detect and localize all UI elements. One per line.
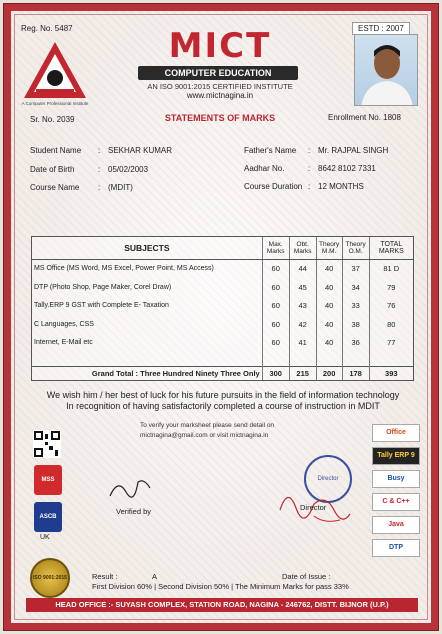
ms-office-logo: Office xyxy=(372,424,420,442)
date-of-issue-label: Date of Issue : xyxy=(282,572,331,581)
grand-total-tmm: 200 xyxy=(316,366,342,380)
c-cpp-logo: C & C++ xyxy=(372,493,420,511)
header-max-marks: Max. Marks xyxy=(262,237,289,259)
logo-caption: A Computer Professional Institute xyxy=(21,101,89,106)
colon: : xyxy=(308,146,311,155)
wish-line-1: We wish him / her best of luck for his future pursuits in the field of information technology xyxy=(46,390,400,400)
mss-badge: MSS xyxy=(34,465,62,495)
institute-subtitle: COMPUTER EDUCATION xyxy=(138,66,298,80)
tmm-cell: 40 xyxy=(316,334,342,352)
colon: : xyxy=(308,164,311,173)
total-cell: 80 xyxy=(369,315,413,333)
table-row xyxy=(32,297,413,315)
colon: : xyxy=(308,182,311,191)
dtp-logo: DTP xyxy=(372,539,420,557)
obt-cell: 42 xyxy=(289,315,316,333)
result-label: Result : xyxy=(92,572,118,581)
website: www.mictnagina.in xyxy=(186,91,254,100)
tmm-cell: 40 xyxy=(316,259,342,278)
colon: : xyxy=(98,165,101,174)
duration-value: 12 MONTHS xyxy=(318,182,364,191)
total-cell: 76 xyxy=(369,297,413,315)
table-row xyxy=(32,334,413,352)
verified-by-label: Verified by xyxy=(116,507,152,516)
verifier-signature xyxy=(108,474,152,502)
total-cell: 81 D xyxy=(369,259,413,278)
header-obt-marks: Obt. Marks xyxy=(289,237,316,259)
total-cell: 77 xyxy=(369,334,413,352)
student-name-label: Student Name xyxy=(30,146,82,155)
colon: : xyxy=(98,146,101,155)
grand-total-max: 300 xyxy=(262,366,289,380)
wish-text xyxy=(30,390,416,412)
subject-cell: C Languages, CSS xyxy=(34,320,94,328)
busy-logo: Busy xyxy=(372,470,420,488)
ascb-badge: ASCB xyxy=(34,502,62,532)
header-theory-om: Theory O.M. xyxy=(342,237,369,259)
obt-cell: 44 xyxy=(289,259,316,278)
father-label: Father's Name xyxy=(244,146,297,155)
result-value: A xyxy=(152,572,158,581)
dob-value: 05/02/2003 xyxy=(108,165,149,174)
duration-label: Course Duration xyxy=(244,182,303,191)
iso-certification: AN ISO 9001:2015 CERTIFIED INSTITUTE xyxy=(147,82,293,91)
father-value: Mr. RAJPAL SINGH xyxy=(318,146,389,155)
enrollment-number: Enrollment No. 1808 xyxy=(328,113,401,122)
iso-gold-seal: ISO 9001:2015 xyxy=(30,558,70,598)
grand-total-label: Grand Total : Three Hundred Ninety Three Only xyxy=(32,366,262,380)
verify-line-1: To verify your marksheet please send detail on xyxy=(140,422,275,429)
software-logos xyxy=(372,424,422,562)
dob-label: Date of Birth xyxy=(30,165,75,174)
grand-total-row xyxy=(32,366,413,380)
table-row xyxy=(32,278,413,296)
wish-line-2: In recognition of having satisfactorily completed a course of instruction in MDIT xyxy=(66,401,380,411)
max-cell: 60 xyxy=(262,259,289,278)
serial-number: Sr. No. 2039 xyxy=(30,115,75,124)
tom-cell: 33 xyxy=(342,297,369,315)
obt-cell: 43 xyxy=(289,297,316,315)
subject-cell: DTP (Photo Shop, Page Maker, Corel Draw) xyxy=(34,284,172,292)
max-cell: 60 xyxy=(262,297,289,315)
registration-number: Reg. No. 5487 xyxy=(21,24,73,33)
head-office-footer: HEAD OFFICE :- SUYASH COMPLEX, STATION ROAD, NAGINA - 246762, DISTT. BIJNOR (U.P.) xyxy=(26,598,418,612)
tom-cell: 34 xyxy=(342,278,369,296)
header-total-marks: TOTAL MARKS xyxy=(369,237,413,259)
verify-text xyxy=(140,421,320,441)
division-info: First Division 60% | Second Division 50% | The Minimum Marks for pass 33% xyxy=(92,582,349,591)
director-seal: Director xyxy=(304,455,352,503)
institute-title: MICT xyxy=(168,26,272,66)
uk-label: UK xyxy=(40,534,50,541)
tom-cell: 38 xyxy=(342,315,369,333)
header-subjects: SUBJECTS xyxy=(32,237,262,259)
obt-cell: 45 xyxy=(289,278,316,296)
marks-table xyxy=(31,236,414,381)
header-theory-mm: Theory M.M. xyxy=(316,237,342,259)
established-year: ESTD : 2007 xyxy=(352,22,410,35)
max-cell: 60 xyxy=(262,334,289,352)
subject-cell: MS Office (MS Word, MS Excel, Power Point, MS Access) xyxy=(34,265,214,273)
max-cell: 60 xyxy=(262,315,289,333)
student-photo xyxy=(354,34,418,106)
table-row xyxy=(32,259,413,278)
subject-cell: Internet, E-Mail etc xyxy=(34,339,93,347)
table-row xyxy=(32,315,413,333)
institute-logo xyxy=(22,40,88,100)
course-value: (MDIT) xyxy=(108,183,133,192)
tmm-cell: 40 xyxy=(316,278,342,296)
max-cell: 60 xyxy=(262,278,289,296)
student-name-value: SEKHAR KUMAR xyxy=(108,146,173,155)
grand-total-total: 393 xyxy=(369,366,413,380)
course-label: Course Name xyxy=(30,183,80,192)
aadhar-value: 8642 8102 7331 xyxy=(318,164,376,173)
obt-cell: 41 xyxy=(289,334,316,352)
verify-line-2: mictnagina@gmail.com or visit mictnagina.in xyxy=(140,432,269,439)
total-cell: 79 xyxy=(369,278,413,296)
colon: : xyxy=(98,183,101,192)
tmm-cell: 40 xyxy=(316,315,342,333)
director-label: Director xyxy=(300,503,327,512)
tmm-cell: 40 xyxy=(316,297,342,315)
grand-total-tom: 178 xyxy=(342,366,369,380)
tom-cell: 36 xyxy=(342,334,369,352)
tally-logo: Tally ERP 9 xyxy=(372,447,420,465)
subject-cell: Tally.ERP 9 GST with Complete E- Taxation xyxy=(34,302,169,310)
java-logo: Java xyxy=(372,516,420,534)
statements-heading: STATEMENTS OF MARKS xyxy=(164,113,276,123)
aadhar-label: Aadhar No. xyxy=(244,164,285,173)
spacer-row xyxy=(32,352,413,366)
grand-total-obt: 215 xyxy=(289,366,316,380)
tom-cell: 37 xyxy=(342,259,369,278)
qr-code-icon xyxy=(33,430,61,458)
